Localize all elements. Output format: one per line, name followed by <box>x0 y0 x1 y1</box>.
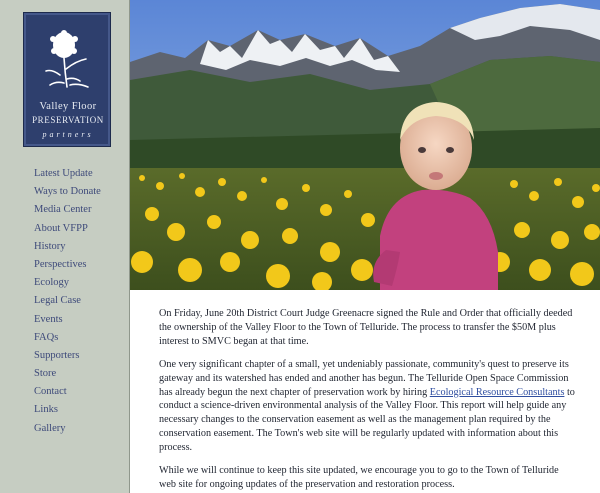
logo-subtitle: PRESERVATION <box>32 115 104 125</box>
nav-link[interactable]: Ecology <box>34 277 69 289</box>
ecological-resource-consultants-link[interactable]: Ecological Resource Consultants <box>429 386 565 398</box>
nav-item-about <box>34 218 101 236</box>
nav-item-events <box>34 309 101 327</box>
nav-item-supporters <box>34 345 101 363</box>
paragraph-1: On Friday, June 20th District Court Judge Greenacre signed the Rule and Order that officially deeded the ownership of the Valley Floor to the Town of Telluride. The process to transfer the $50M plus interest to SMVC began at that time. <box>159 308 573 347</box>
sidebar <box>0 0 129 493</box>
logo-title: Valley Floor <box>39 101 97 112</box>
nav-item-contact <box>34 381 101 399</box>
nav-link[interactable]: Media Center <box>34 204 92 216</box>
vfpp-logo[interactable] <box>23 12 111 147</box>
nav-link[interactable]: FAQs <box>34 331 59 343</box>
main-nav <box>34 163 101 436</box>
nav-link[interactable]: Gallery <box>34 422 66 434</box>
paragraph-2-text-before: One very significant chapter of a small, yet undeniably passionate, community's quest to preserve its gateway and its watershed has ended and another has begun. The Telluride Open Space Commission has already begun the next chapter of preservation work by hiring <box>159 358 569 398</box>
nav-link[interactable]: Store <box>34 368 57 380</box>
nav-link[interactable]: Ways to Donate <box>34 186 101 198</box>
dandelion-icon <box>40 25 96 91</box>
logo-tagline: partners <box>42 130 94 139</box>
nav-item-gallery <box>34 418 101 436</box>
nav-item-legal-case <box>34 290 101 308</box>
nav-link[interactable]: Legal Case <box>34 295 81 307</box>
hero-photo-illustration <box>130 0 600 290</box>
nav-item-ways-to-donate <box>34 181 101 199</box>
nav-item-store <box>34 363 101 381</box>
nav-link[interactable]: Links <box>34 404 58 416</box>
nav-link[interactable]: Latest Update <box>34 168 93 179</box>
nav-item-links <box>34 399 101 417</box>
nav-item-media-center <box>34 199 101 217</box>
nav-link[interactable]: Events <box>34 313 63 325</box>
nav-link[interactable]: History <box>34 240 66 252</box>
nav-item-ecology <box>34 272 101 290</box>
main-content <box>130 290 600 493</box>
nav-link[interactable]: Supporters <box>34 349 80 361</box>
nav-item-faqs <box>34 327 101 345</box>
paragraph-2 <box>159 358 578 455</box>
hero-photo <box>130 0 600 290</box>
paragraph-3: While we will continue to keep this site updated, we encourage you to go to the Town of Telluride web site for ongoing updates of the preservation and restoration process. <box>159 465 559 490</box>
paragraph-2-text-after: to conduct a science-driven environmental analysis of the Valley Floor. This report will help guide any necessary changes to the conservation easement as well as the management plan required by the conservation easement. The Town's web site will be regularly updated with information about this process. <box>159 386 575 454</box>
nav-link[interactable]: Perspectives <box>34 258 87 270</box>
nav-link[interactable]: About VFPP <box>34 222 88 234</box>
nav-item-perspectives <box>34 254 101 272</box>
nav-item-latest-update <box>34 163 101 181</box>
nav-link[interactable]: Contact <box>34 386 67 398</box>
nav-item-history <box>34 236 101 254</box>
